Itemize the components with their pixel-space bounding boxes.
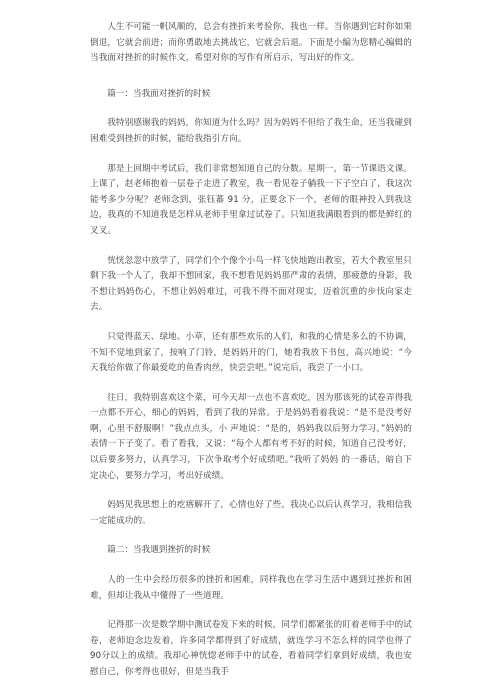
section-heading-2: 篇二：当我遇到挫折的时候 bbox=[107, 545, 211, 556]
paragraph: 妈妈见我思想上的疙瘩解开了，心情也好了些。我决心以后认真学习，我相信我一定能成功的。 bbox=[90, 500, 412, 526]
paragraph: 那是上回期中考试后，我们非常想知道自己的分数。星期一，第一节课语文课。上课了，赵老师抱着一层卷子走进了教室，我一看见卷子躺我一下子空白了，我这次能考多少分呢？老师念到，张钰蕃 91 分，正要念下一个，老师的眼神投入到我这边，我真的不知道我是怎样从老师手里拿过试卷了。只知道我满眼看到的都是鲜红的叉叉。 bbox=[90, 163, 412, 236]
intro-paragraph: 人生不可能一帆风顺的，总会有挫折来考验你，我也一样。当你遇到它时你如果倒退，它就会前进；而你勇敢地去挑战它，它就会后退。下面是小编为您精心编辑的当我面对挫折的时候作文，希望对你的写作有所启示，写出好的作文。 bbox=[90, 22, 412, 64]
paragraph: 记得那一次是数学期中测试卷发下来的时候，同学们都紧张的盯着老师手中的试卷，老师迫念边发着，许多同学都得到了好成绩，就连学习不怎么样的同学也得了90分以上的成绩。我却心神恍惚老师手中的试卷，看着同学们拿到好成绩，我也安慰自己，你考得也很好，但是当我手 bbox=[90, 620, 412, 677]
paragraph: 往日，我特别喜欢这个菜，可今天却一点也不喜欢吃，因为那该死的试卷弄得我一点都不开心，细心的妈妈，看到了我的异常。于是妈妈看着我说：“是不是没考好啊，心里不舒服啊！”我点点头，小 声地说：“是的，妈妈我以后努力学习。”妈妈的表情一下子变了。看了看我，又说：“每个人都有考不好的时候，知道自己没考好，以后要多努力，认真学习，下次争取考个好成绩吧。”我听了妈妈 的一番话，暗自下定决心，要努力学习，考出好成绩。 bbox=[90, 392, 412, 481]
paragraph: 只觉得蓝天、绿地、小草，还有那些欢乐的人们，和我的心情是多么的不协调，不知不觉地到家了，按响了门铃，是妈妈开的门，她看我放下书包，高兴地说：“今天我给你做了你最爱吃的鱼香肉丝，快尝尝吧。”说完后，我尝了一小口。 bbox=[90, 331, 412, 374]
section-heading-1: 篇一：当我面对挫折的时候 bbox=[107, 88, 211, 99]
article-body bbox=[90, 20, 412, 681]
paragraph: 恍恍忽忽中放学了，同学们个个像个小鸟一样飞快地跑出教室，若大个教室里只剩下我一个人了，我却不想回家，我不想看见妈妈那严肃的表情，那疲惫的身影，我不想让妈妈伤心，不想让妈妈难过，可我不得不面对现实，迈着沉重的步伐向家走去。 bbox=[90, 255, 412, 313]
paragraph: 人的一生中会经历很多的挫折和困难，同样我也在学习生活中遇到过挫折和困难，但却让我从中懂得了一些道理。 bbox=[90, 575, 412, 601]
paragraph: 我特别感谢我的妈妈，你知道为什么吗？因为妈妈不但给了我生命，还当我碰到困难受到挫折的时候，能给我指引方向。 bbox=[90, 118, 412, 144]
